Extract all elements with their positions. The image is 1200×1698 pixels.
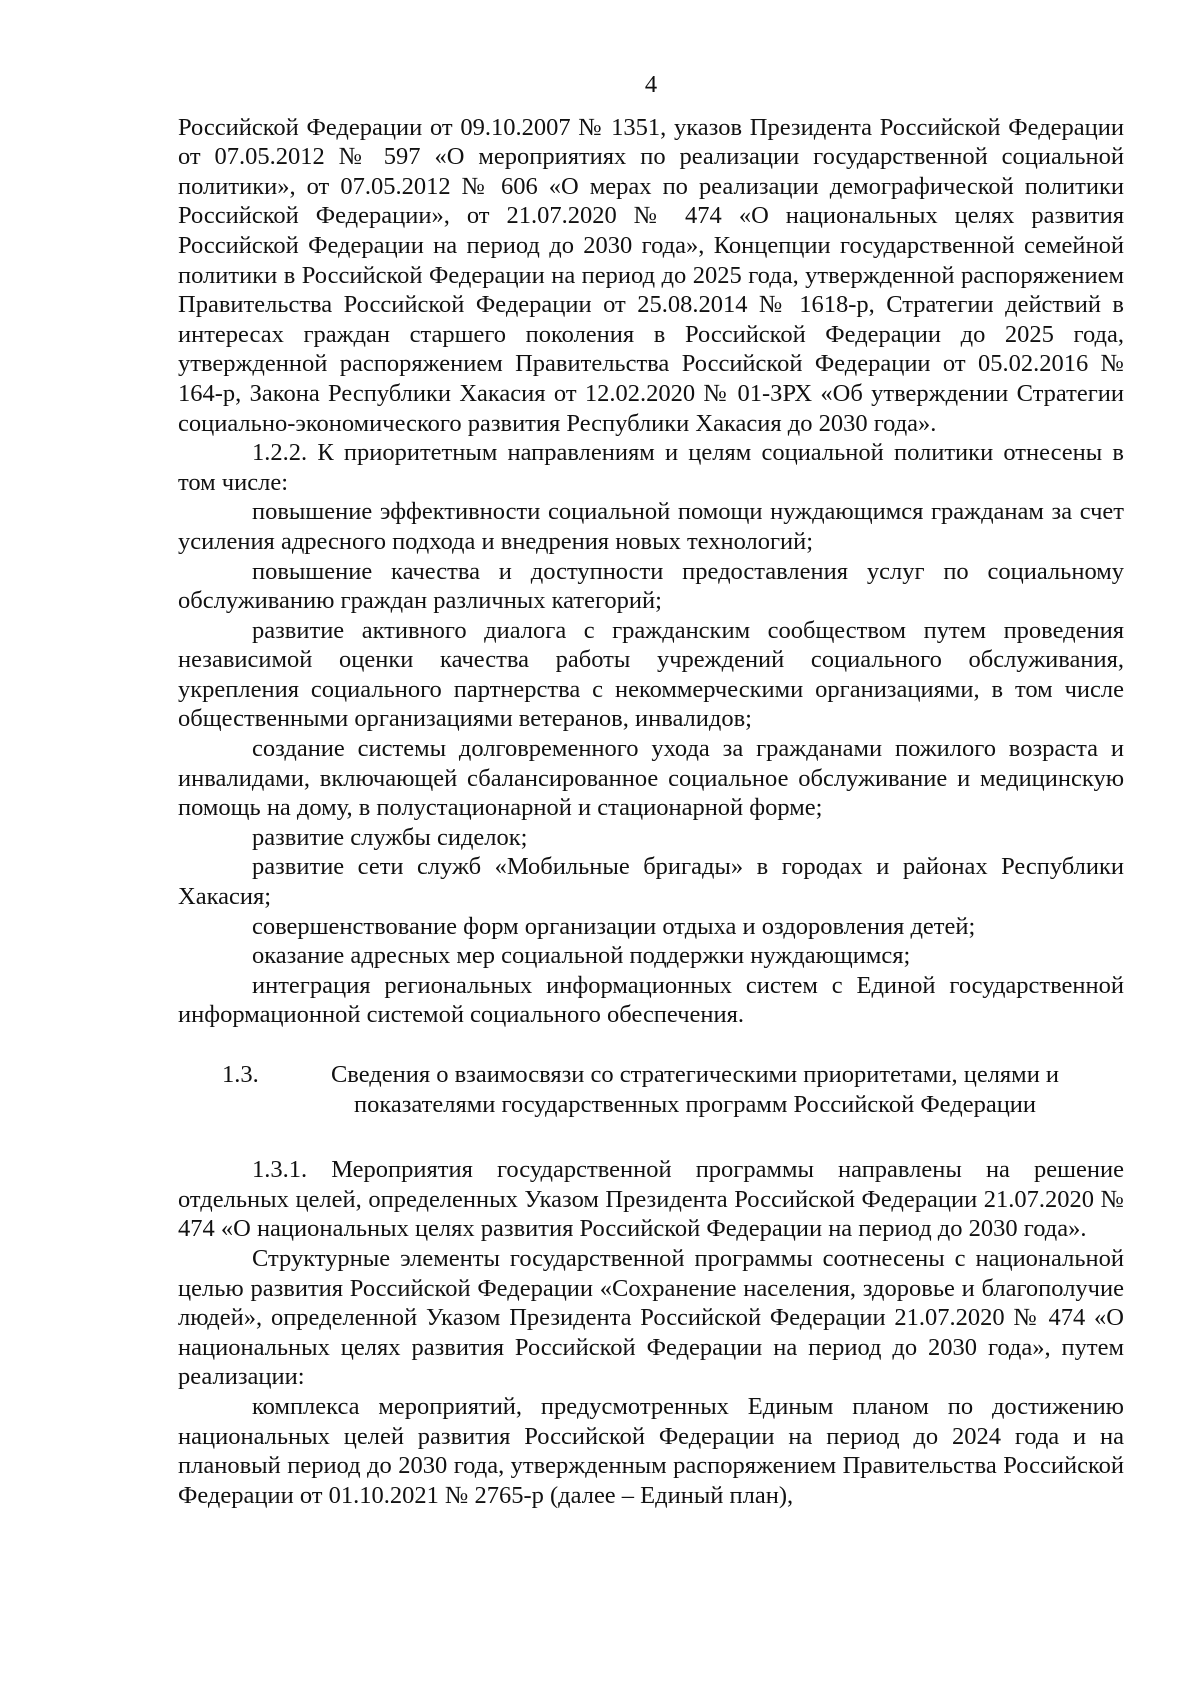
page-number: 4 <box>644 71 658 98</box>
document-page <box>178 70 1124 1510</box>
list-item: развитие службы сиделок; <box>252 823 528 851</box>
section-title: Сведения о взаимосвязи со стратегическими приоритетами, целями и показателями государственных программ Российской Федерации <box>330 1061 1060 1118</box>
list-item: повышение эффективности социальной помощи нуждающимся гражданам за счет усиления адресного подхода и внедрения новых технологий; <box>178 498 1124 555</box>
list-item: совершенствование форм организации отдыха и оздоровления детей; <box>252 912 976 940</box>
list-item: развитие сети служб «Мобильные бригады» в городах и районах Республики Хакасия; <box>178 853 1124 911</box>
paragraph-priorities-intro: 1.2.2. К приоритетным направлениям и целям социальной политики отнесены в том числе: <box>178 439 1124 496</box>
list-item: оказание адресных мер социальной поддержки нуждающимся; <box>252 942 911 970</box>
paragraph-legal-basis: Российской Федерации от 09.10.2007 № 1351, указов Президента Российской Федерации от 07.05.2012 № 597 «О мероприятиях по реализации государственной социальной политики», от 07.05.2012 № 606 «О мерах по реализации демографической политики Российской Федерации», от 21.07.2020 № 474 «О национальных целях развития Российской Федерации на период до 2030 года», Концепции государственной семейной политики в Российской Федерации на период до 2025 года, утвержденной распоряжением Правительства Российской Федерации от 25.08.2014 № 1618-р, Стратегии действий в интересах граждан старшего поколения в Российской Федерации до 2025 года, утвержденной распоряжением Правительства Российской Федерации от 05.02.2016 № 164-р, Закона Республики Хакасия от 12.02.2020 № 01-ЗРХ «Об утверждении Стратегии социально-экономического развития Республики Хакасия до 2030 года». <box>178 113 1124 437</box>
list-item: повышение качества и доступности предоставления услуг по социальному обслуживанию граждан различных категорий; <box>178 557 1124 615</box>
list-item: развитие активного диалога с гражданским сообществом путем проведения независимой оценки качества работы учреждений социального обслуживания, укрепления социального партнерства с некоммерческими организациями, в том числе общественными организациями ветеранов, инвалидов; <box>178 616 1124 733</box>
paragraph-section-text: 1.3.1. Мероприятия государственной программы направлены на решение отдельных целей, определенных Указом Президента Российской Федерации 21.07.2020 № 474 «О национальных целях развития Российской Федерации на период до 2030 года». <box>178 1156 1124 1243</box>
paragraph-section-text: Структурные элементы государственной программы соотнесены с национальной целью развития Российской Федерации «Сохранение населения, здоровье и благополучие людей», определенной Указом Президента Российской Федерации 21.07.2020 № 474 «О национальных целях развития Российской Федерации на период до 2030 года», путем реализации: <box>178 1244 1124 1391</box>
list-item: создание системы долговременного ухода за гражданами пожилого возраста и инвалидами, включающей сбалансированное социальное обслуживание и медицинскую помощь на дому, в полустационарной и стационарной форме; <box>178 735 1124 822</box>
list-item: интеграция региональных информационных систем с Единой государственной информационной системой социального обеспечения. <box>178 971 1124 1029</box>
paragraph-section-text: комплекса мероприятий, предусмотренных Единым планом по достижению национальных целей развития Российской Федерации на период до 2024 года и на плановый период до 2030 года, утвержденным распоряжением Правительства Российской Федерации от 01.10.2021 № 2765-р (далее – Единый план), <box>178 1392 1124 1509</box>
section-number: 1.3. <box>222 1061 259 1088</box>
section-heading <box>178 1060 1124 1119</box>
